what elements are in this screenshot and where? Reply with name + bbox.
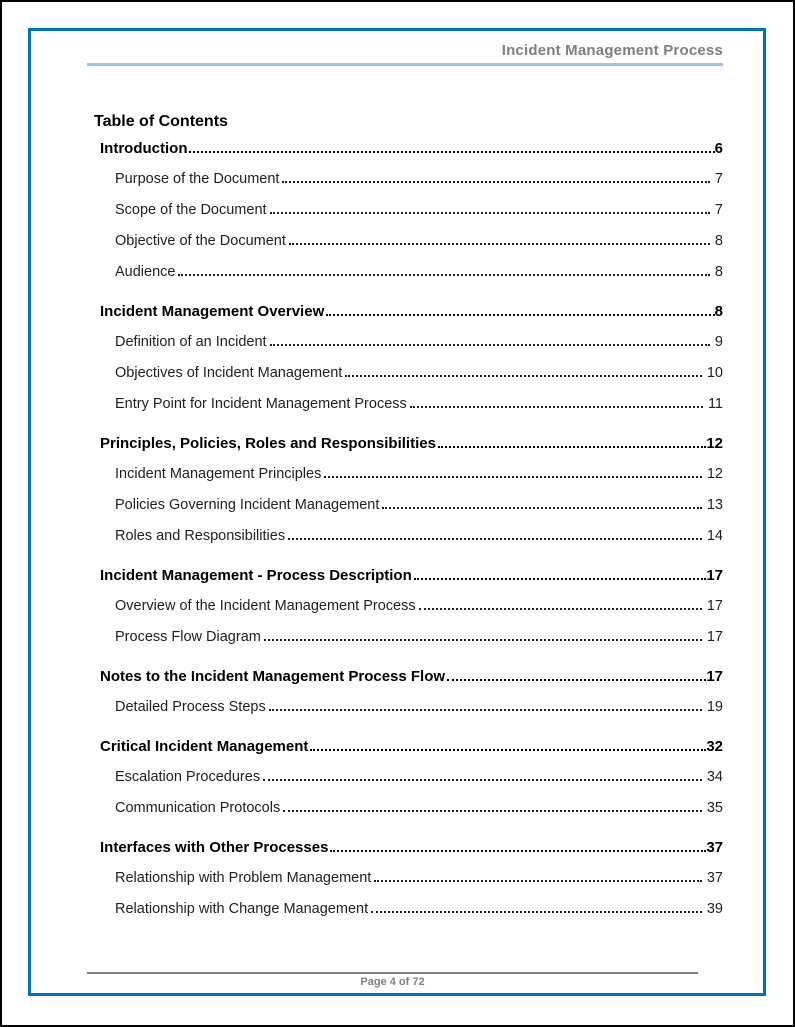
toc-leader-dots <box>189 151 714 153</box>
toc-leader-dots <box>419 608 702 610</box>
toc-entry-page: 17 <box>706 668 723 685</box>
toc-leader-dots <box>382 507 701 509</box>
toc-entry-page: 9 <box>714 334 723 350</box>
toc-entry-page: 11 <box>707 396 723 412</box>
toc-entry[interactable] <box>115 459 723 490</box>
toc-entry[interactable] <box>115 358 723 389</box>
toc-entry-label: Purpose of the Document <box>115 171 280 187</box>
toc-entry-label: Objective of the Document <box>115 233 286 249</box>
toc-leader-dots <box>447 679 706 681</box>
toc-leader-dots <box>438 446 706 448</box>
toc-entry-page: 7 <box>714 202 723 218</box>
header-rule <box>87 63 723 66</box>
toc-leader-dots <box>270 344 710 346</box>
toc-leader-dots <box>324 476 702 478</box>
toc-entry-page: 12 <box>706 435 723 452</box>
toc-entry-page: 19 <box>706 699 723 715</box>
toc-entry[interactable] <box>115 591 723 622</box>
toc-leader-dots <box>371 911 702 913</box>
toc-heading: Table of Contents <box>94 113 228 130</box>
toc-leader-dots <box>410 406 703 408</box>
toc-entry-page: 39 <box>706 901 723 917</box>
toc-entry[interactable] <box>100 296 723 327</box>
toc-entry-page: 35 <box>706 800 723 816</box>
toc-entry[interactable] <box>115 622 723 653</box>
toc-entry-page: 7 <box>714 171 723 187</box>
toc-leader-dots <box>414 578 707 580</box>
toc-entry-label: Roles and Responsibilities <box>115 528 286 544</box>
toc-leader-dots <box>288 538 702 540</box>
toc-entry-label: Audience <box>115 264 176 280</box>
toc-entry-label: Notes to the Incident Management Process Flow <box>100 668 446 685</box>
toc-leader-dots <box>264 639 702 641</box>
toc-entry[interactable] <box>115 894 723 925</box>
toc-entry-label: Objectives of Incident Management <box>115 365 343 381</box>
toc-entry[interactable] <box>115 257 723 288</box>
toc-entry[interactable] <box>100 133 723 164</box>
page-number-label: Page 4 of 72 <box>360 976 425 988</box>
toc-entry-label: Principles, Policies, Roles and Responsibilities <box>100 435 436 452</box>
toc-entry-page: 17 <box>706 567 723 584</box>
page-header <box>31 31 763 66</box>
toc-entry-label: Communication Protocols <box>115 800 281 816</box>
toc-entry-page: 14 <box>706 528 723 544</box>
toc-entry-label: Interfaces with Other Processes <box>100 839 329 856</box>
toc-section <box>31 112 763 925</box>
toc-entry-label: Incident Management Overview <box>100 303 325 320</box>
toc-leader-dots <box>289 243 710 245</box>
toc-entry-page: 37 <box>706 870 723 886</box>
toc-entry-label: Incident Management - Process Description <box>100 567 412 584</box>
toc-leader-dots <box>330 850 706 852</box>
toc-entry-page: 6 <box>714 140 723 157</box>
toc-entry[interactable] <box>115 863 723 894</box>
header-title: Incident Management Process <box>501 42 723 59</box>
toc-entry-label: Critical Incident Management <box>100 738 309 755</box>
toc-entry-page: 8 <box>714 303 723 320</box>
toc-entry-label: Policies Governing Incident Management <box>115 497 380 513</box>
toc-entry[interactable] <box>115 793 723 824</box>
toc-entry-page: 8 <box>714 264 723 280</box>
toc-entry[interactable] <box>100 731 723 762</box>
toc-entry-page: 17 <box>706 598 723 614</box>
toc-entry[interactable] <box>115 521 723 552</box>
toc-entry-label: Overview of the Incident Management Process <box>115 598 416 614</box>
toc-entry-label: Relationship with Change Management <box>115 901 369 917</box>
toc-entry-page: 34 <box>706 769 723 785</box>
toc-entry-label: Process Flow Diagram <box>115 629 261 645</box>
toc-leader-dots <box>178 274 709 276</box>
toc-entry-label: Introduction <box>100 140 188 157</box>
toc-leader-dots <box>345 375 702 377</box>
toc-entry[interactable] <box>115 692 723 723</box>
toc-entry-label: Detailed Process Steps <box>115 699 266 715</box>
toc-leader-dots <box>282 181 709 183</box>
toc-list <box>87 133 723 925</box>
toc-entry[interactable] <box>115 226 723 257</box>
toc-entry[interactable] <box>115 762 723 793</box>
toc-entry-page: 13 <box>706 497 723 513</box>
toc-entry[interactable] <box>100 428 723 459</box>
toc-entry[interactable] <box>115 195 723 226</box>
toc-entry-label: Scope of the Document <box>115 202 267 218</box>
toc-leader-dots <box>326 314 714 316</box>
toc-entry-page: 8 <box>714 233 723 249</box>
toc-leader-dots <box>263 779 702 781</box>
toc-entry-label: Escalation Procedures <box>115 769 261 785</box>
toc-entry-label: Relationship with Problem Management <box>115 870 372 886</box>
page-frame-border <box>28 28 766 996</box>
toc-entry[interactable] <box>100 560 723 591</box>
toc-entry-page: 37 <box>706 839 723 856</box>
toc-entry-page: 10 <box>706 365 723 381</box>
toc-leader-dots <box>374 880 702 882</box>
toc-leader-dots <box>310 749 706 751</box>
toc-entry[interactable] <box>100 661 723 692</box>
toc-leader-dots <box>270 212 710 214</box>
footer-rule <box>87 972 698 974</box>
page-footer <box>87 972 698 989</box>
toc-entry-page: 32 <box>706 738 723 755</box>
toc-entry[interactable] <box>115 490 723 521</box>
toc-entry[interactable] <box>115 389 723 420</box>
toc-entry-page: 17 <box>706 629 723 645</box>
toc-entry-page: 12 <box>706 466 723 482</box>
toc-entry[interactable] <box>115 164 723 195</box>
toc-leader-dots <box>269 709 702 711</box>
toc-entry-label: Incident Management Principles <box>115 466 322 482</box>
toc-entry-label: Entry Point for Incident Management Process <box>115 396 407 412</box>
toc-entry-label: Definition of an Incident <box>115 334 267 350</box>
toc-entry[interactable] <box>100 832 723 863</box>
toc-leader-dots <box>283 810 702 812</box>
toc-entry[interactable] <box>115 327 723 358</box>
